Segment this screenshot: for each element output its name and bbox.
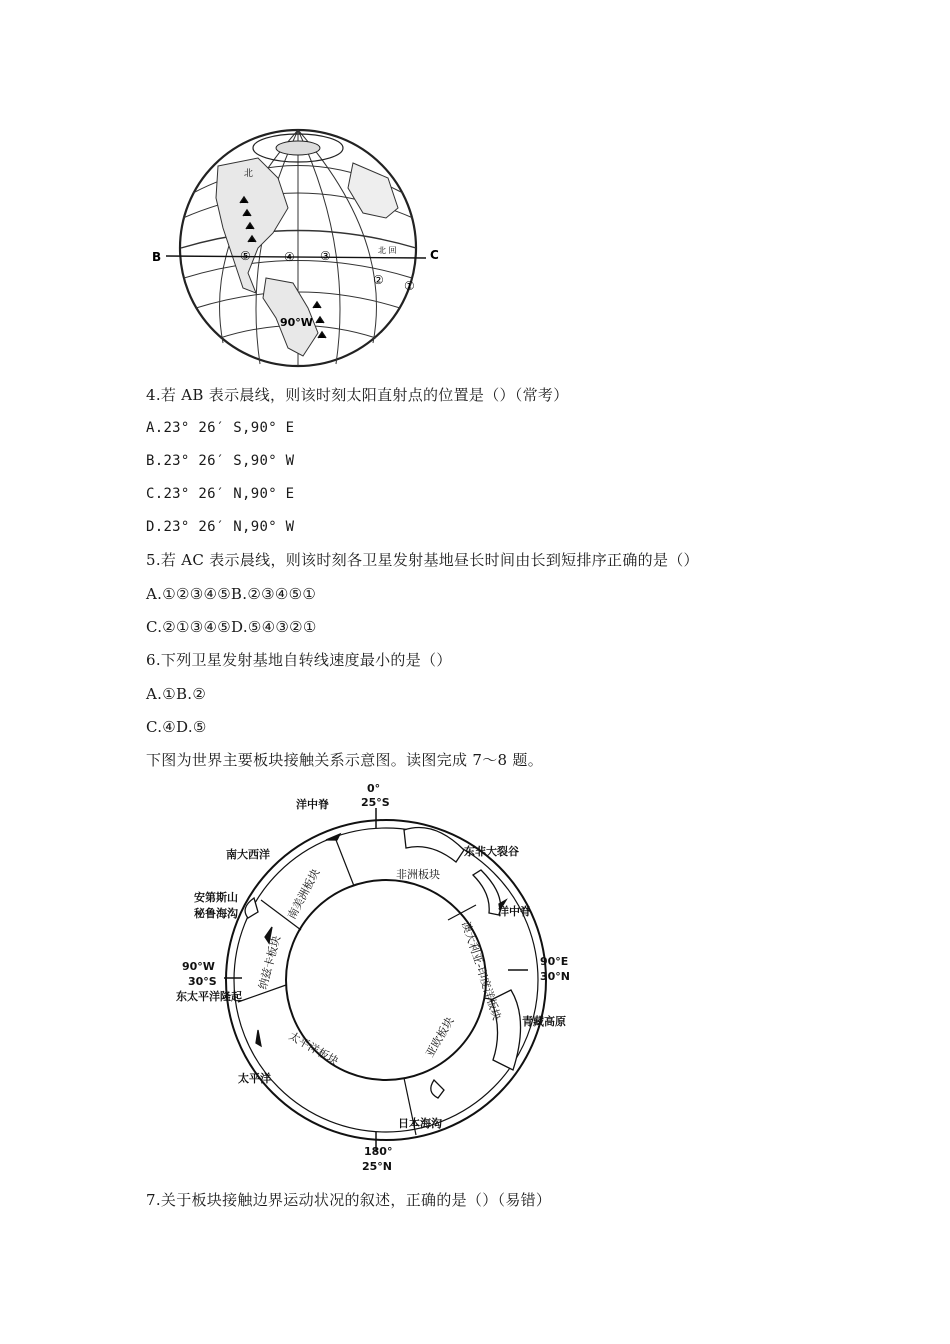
question-5-options-ab: A.①②③④⑤B.②③④⑤① xyxy=(146,585,317,603)
figure-intro: 下图为世界主要板块接触关系示意图。读图完成 7～8 题。 xyxy=(146,751,544,769)
label-andes: 安第斯山 xyxy=(194,891,238,904)
question-6-options-cd: C.④D.⑤ xyxy=(146,718,207,736)
question-5-stem: 5.若 AC 表示晨线，则该时刻各卫星发射基地昼长时间由长到短排序正确的是（） xyxy=(146,551,699,569)
plate-left-lat: 30°S xyxy=(188,975,217,988)
globe-marker-4: ④ xyxy=(284,250,295,264)
label-east-pacific-rise: 东太平洋隆起 xyxy=(176,990,242,1003)
globe-label-lon: 90°W xyxy=(280,316,313,329)
plate-bottom-lon: 180° xyxy=(364,1145,393,1158)
question-6-options-ab: A.①B.② xyxy=(146,685,207,703)
globe-marker-3: ③ xyxy=(320,249,331,263)
label-ridge-top: 洋中脊 xyxy=(296,798,329,811)
question-7-stem: 7.关于板块接触边界运动状况的叙述，正确的是（）（易错） xyxy=(146,1191,552,1209)
plate-right-lon: 90°E xyxy=(540,955,569,968)
globe-marker-1: ① xyxy=(404,279,415,293)
label-east-africa-rift: 东非大裂谷 xyxy=(464,845,519,858)
globe-label-b: B xyxy=(152,250,162,264)
label-japan-trench: 日本海沟 xyxy=(398,1117,442,1130)
globe-figure xyxy=(148,118,444,370)
plate-top-lon: 0° xyxy=(367,782,381,795)
question-4-stem: 4.若 AB 表示晨线，则该时刻太阳直射点的位置是（）（常考） xyxy=(146,386,569,404)
globe-map-text-2: 北 回 xyxy=(378,246,397,255)
plate-boundary-figure xyxy=(176,780,586,1175)
label-plate-indo-australia: 澳大利亚-印度洋板块 xyxy=(459,919,504,1022)
label-plate-south-america: 南美洲板块 xyxy=(285,866,323,922)
question-4-option-d: D.23° 26′ N,90° W xyxy=(146,519,295,535)
question-6-stem: 6.下列卫星发射基地自转线速度最小的是（） xyxy=(146,651,452,669)
globe-map-text-1: 北 xyxy=(244,169,254,179)
label-tibet: 青藏高原 xyxy=(522,1015,566,1028)
question-5-options-cd: C.②①③④⑤D.⑤④③②① xyxy=(146,618,317,636)
plate-top-lat: 25°S xyxy=(361,796,390,809)
label-peru-trench: 秘鲁海沟 xyxy=(194,907,238,920)
plate-right-lat: 30°N xyxy=(540,970,571,983)
label-ridge-right: 洋中脊 xyxy=(498,905,531,918)
plate-bottom-lat: 25°N xyxy=(362,1160,393,1173)
question-4-option-c: C.23° 26′ N,90° E xyxy=(146,486,295,502)
label-plate-pacific: 太平洋板块 xyxy=(286,1029,341,1069)
label-pacific: 太平洋 xyxy=(238,1072,271,1085)
label-south-atlantic: 南大西洋 xyxy=(226,848,270,861)
globe-label-c: C xyxy=(430,248,439,262)
question-4-option-b: B.23° 26′ S,90° W xyxy=(146,453,295,469)
globe-marker-5: ⑤ xyxy=(240,249,251,263)
label-plate-africa: 非洲板块 xyxy=(396,868,440,881)
globe-marker-2: ② xyxy=(373,273,384,287)
label-plate-eurasia: 亚欧板块 xyxy=(423,1014,457,1060)
plate-left-lon: 90°W xyxy=(182,960,215,973)
question-4-option-a: A.23° 26′ S,90° E xyxy=(146,420,295,436)
label-plate-nazca: 纳兹卡板块 xyxy=(256,934,284,991)
